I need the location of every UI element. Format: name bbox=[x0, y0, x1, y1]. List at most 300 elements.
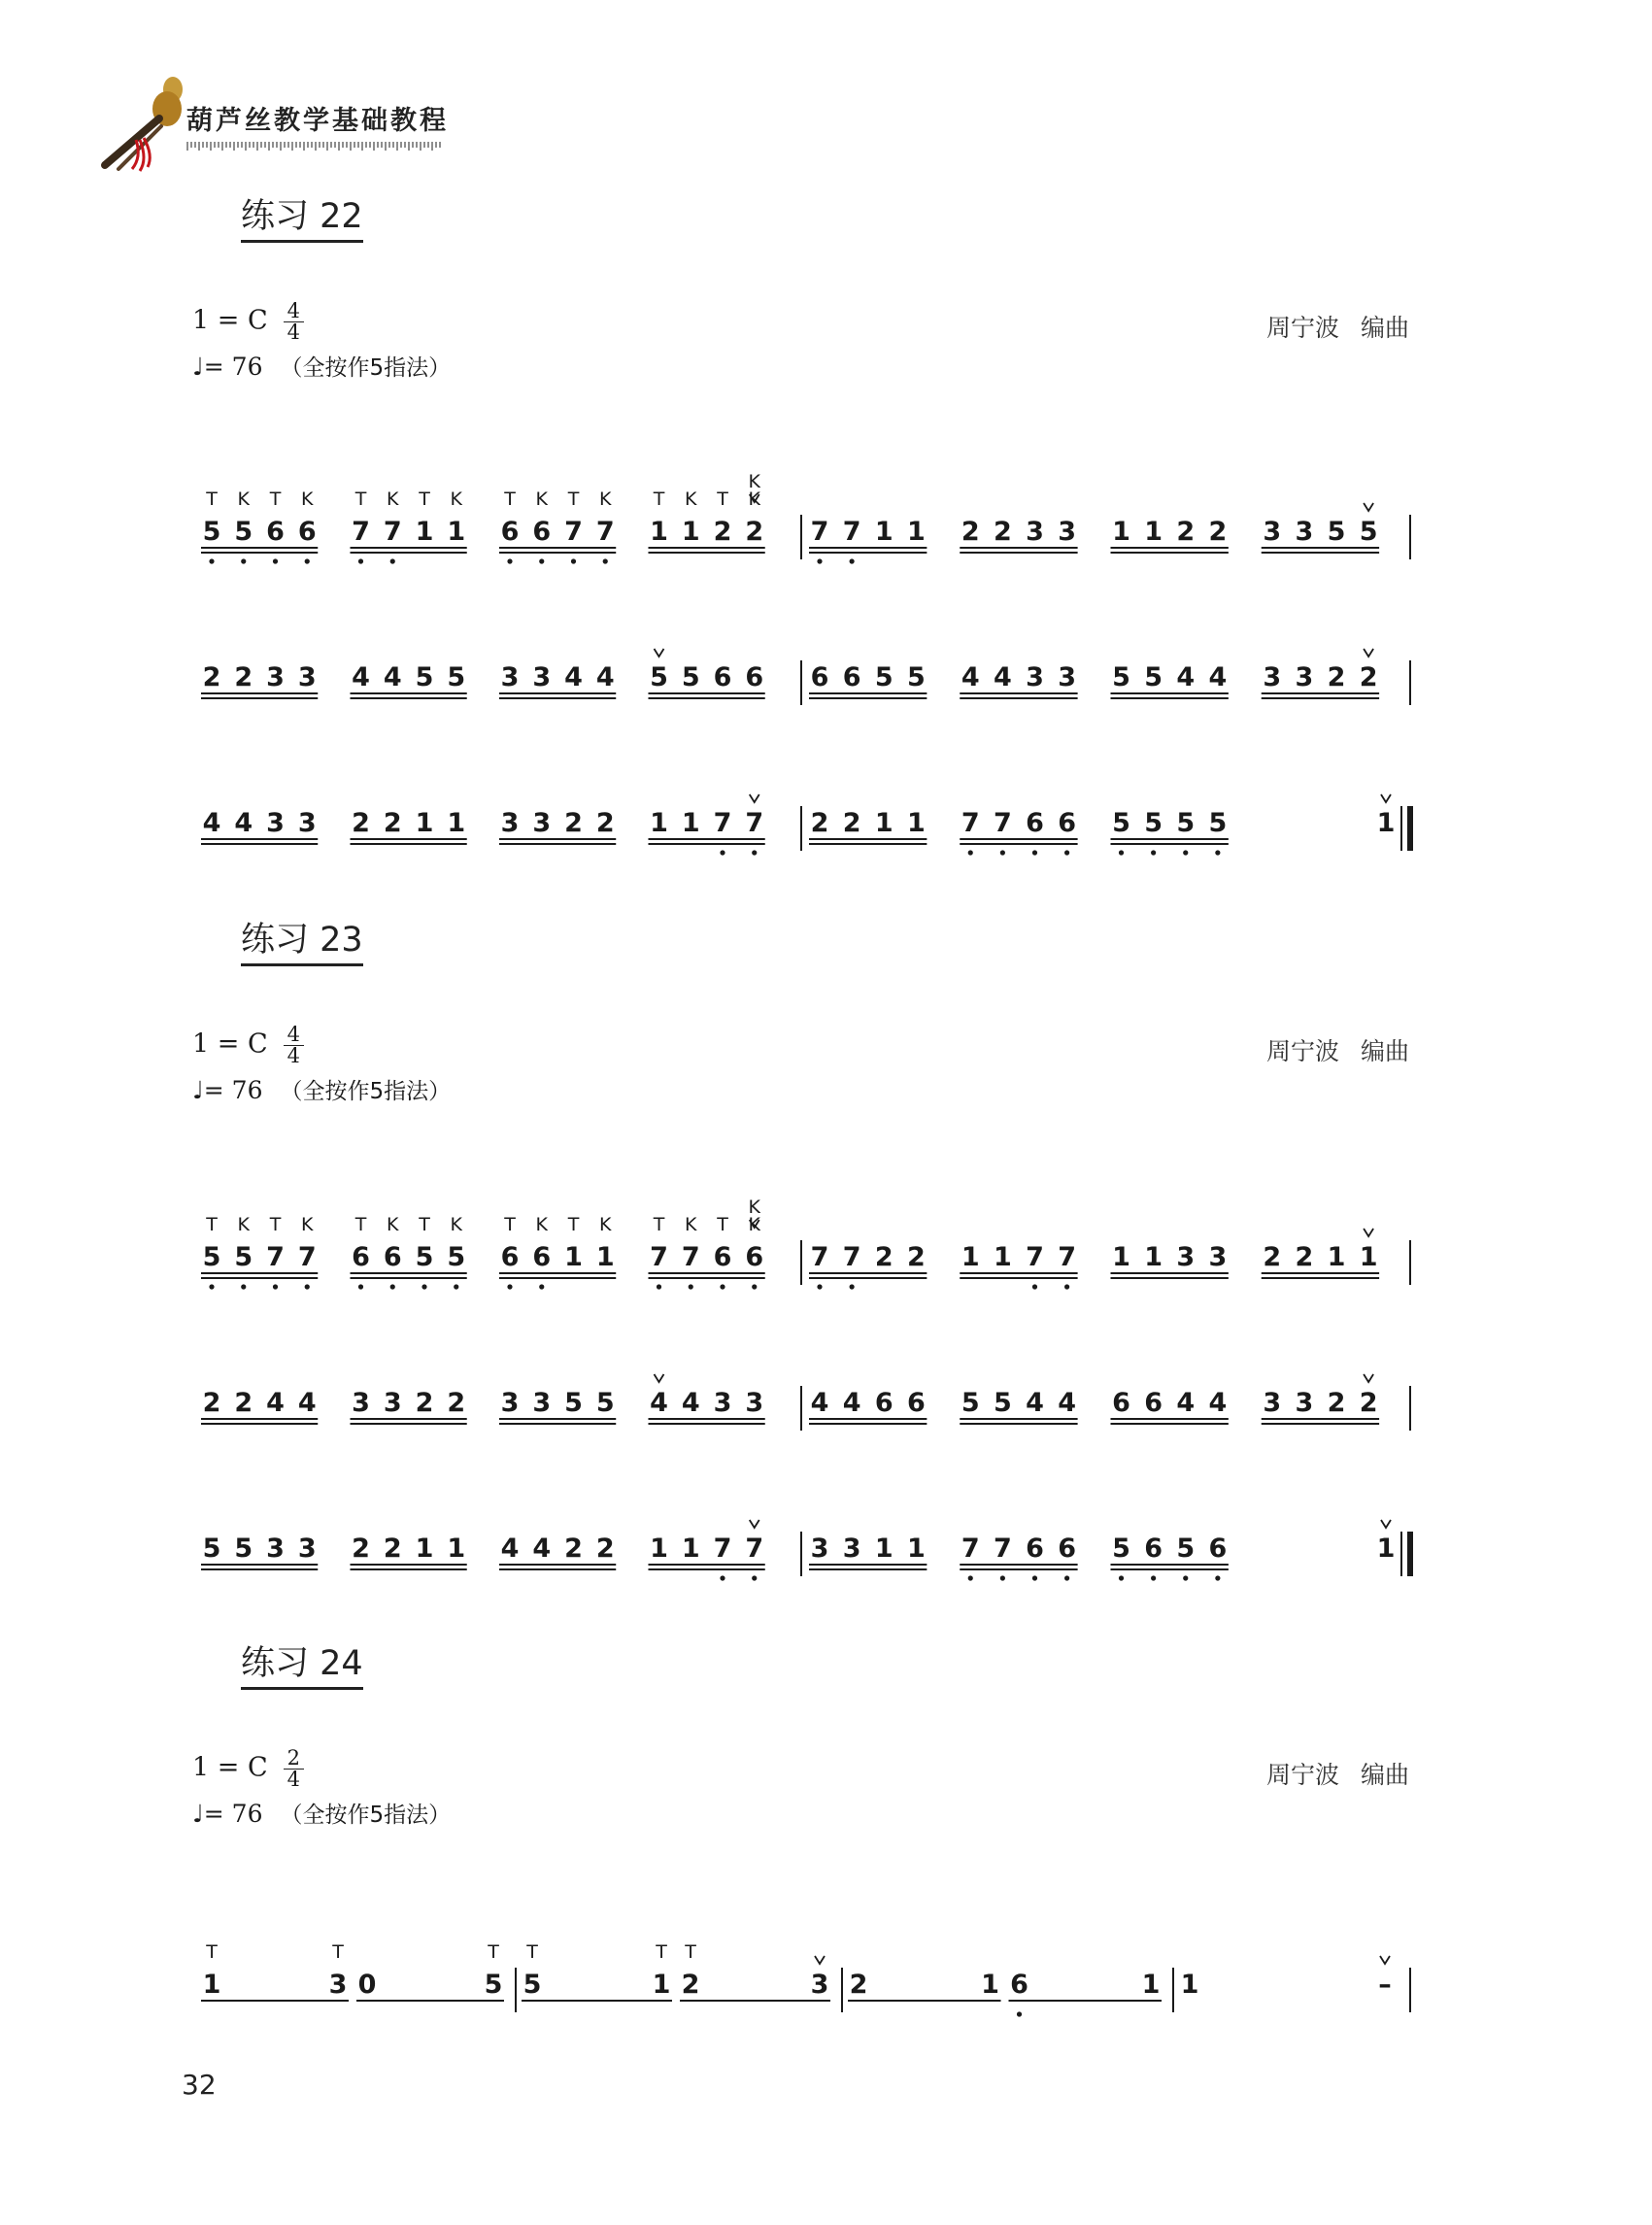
note-3: 3 bbox=[1263, 1388, 1282, 1418]
octave-dot-low bbox=[603, 558, 608, 563]
note-3: 3 bbox=[266, 662, 285, 692]
note-7: 7 bbox=[810, 517, 829, 547]
tongue-mark: K bbox=[599, 1214, 612, 1235]
octave-dot-low bbox=[1064, 850, 1069, 855]
note-6: 6 bbox=[532, 1242, 552, 1272]
note-4: 4 bbox=[1208, 662, 1228, 692]
note-3: 3 bbox=[1058, 517, 1077, 547]
key-signature: 1 = C $\frac{4}{4}$ bbox=[192, 1025, 304, 1066]
note-2: 2 bbox=[745, 517, 764, 547]
note-7: 7 bbox=[352, 517, 370, 547]
octave-dot-low bbox=[1000, 1575, 1005, 1580]
breath-mark bbox=[655, 1374, 664, 1382]
note-2: 2 bbox=[993, 517, 1012, 547]
note-3: 3 bbox=[1295, 1388, 1314, 1418]
note-3: 3 bbox=[1026, 517, 1044, 547]
note-4: 4 bbox=[1176, 662, 1196, 692]
octave-dot-low bbox=[1151, 1575, 1156, 1580]
note-1: 1 bbox=[1180, 1970, 1199, 2000]
note-7: 7 bbox=[810, 1242, 829, 1272]
tongue-mark: T bbox=[717, 1214, 728, 1235]
note-5: 5 bbox=[1176, 808, 1196, 838]
note-7: 7 bbox=[993, 1534, 1012, 1564]
note-5: 5 bbox=[595, 1388, 615, 1418]
tongue-mark: K bbox=[450, 489, 462, 510]
note-7: 7 bbox=[1026, 1242, 1044, 1272]
note-5: 5 bbox=[1359, 517, 1378, 547]
note-2: 2 bbox=[383, 808, 402, 838]
breath-mark bbox=[815, 1956, 825, 1964]
octave-dot-low bbox=[273, 1284, 278, 1289]
octave-dot-low bbox=[1032, 850, 1037, 855]
octave-dot-low bbox=[539, 558, 544, 563]
octave-dot-low bbox=[390, 558, 395, 563]
note-2: 2 bbox=[1359, 1388, 1378, 1418]
note-2: 2 bbox=[961, 517, 980, 547]
note-1: 1 bbox=[650, 517, 668, 547]
note-7: 7 bbox=[266, 1242, 285, 1272]
octave-dot-low bbox=[273, 558, 278, 563]
note-0: 0 bbox=[357, 1970, 377, 2000]
note-3: 3 bbox=[266, 808, 285, 838]
note-2: 2 bbox=[1176, 517, 1196, 547]
octave-dot-low bbox=[752, 850, 757, 855]
note-1: 1 bbox=[415, 1534, 434, 1564]
octave-dot-low bbox=[421, 1284, 426, 1289]
note-1: 1 bbox=[681, 517, 700, 547]
note-4: 4 bbox=[500, 1534, 520, 1564]
octave-dot-low bbox=[968, 850, 973, 855]
note-6: 6 bbox=[297, 517, 317, 547]
note-5: 5 bbox=[564, 1388, 583, 1418]
breath-mark bbox=[750, 794, 759, 802]
note-4: 4 bbox=[681, 1388, 700, 1418]
note-6: 6 bbox=[383, 1242, 402, 1272]
note-4: 4 bbox=[383, 662, 402, 692]
octave-dot-low bbox=[507, 558, 512, 563]
tongue-mark: K bbox=[237, 1214, 250, 1235]
note-3: 3 bbox=[383, 1388, 402, 1418]
breath-mark bbox=[655, 649, 664, 657]
note-3: 3 bbox=[810, 1534, 829, 1564]
note-3: 3 bbox=[810, 1970, 829, 2000]
breath-mark bbox=[1364, 1229, 1373, 1236]
breath-mark bbox=[1381, 794, 1391, 802]
note-1: 1 bbox=[1359, 1242, 1378, 1272]
breath-mark bbox=[1380, 1956, 1390, 1964]
octave-dot-low bbox=[1064, 1284, 1069, 1289]
octave-dot-low bbox=[1119, 1575, 1124, 1580]
tongue-mark: K bbox=[748, 489, 760, 510]
note-4: 4 bbox=[202, 808, 221, 838]
tongue-mark: K bbox=[450, 1214, 462, 1235]
note-1: 1 bbox=[961, 1242, 980, 1272]
octave-dot-low bbox=[241, 1284, 246, 1289]
octave-dot-low bbox=[454, 1284, 458, 1289]
note-1: 1 bbox=[1141, 1970, 1161, 2000]
note-1: 1 bbox=[681, 1534, 700, 1564]
note-5: 5 bbox=[993, 1388, 1012, 1418]
note-7: 7 bbox=[745, 1534, 764, 1564]
note-5: 5 bbox=[234, 1242, 253, 1272]
tongue-mark: K bbox=[685, 1214, 697, 1235]
note-2: 2 bbox=[202, 1388, 221, 1418]
note-4: 4 bbox=[810, 1388, 829, 1418]
octave-dot-low bbox=[1000, 850, 1005, 855]
note-3: 3 bbox=[1026, 662, 1044, 692]
octave-dot-low bbox=[850, 1284, 855, 1289]
composer-credit: 周宁波 编曲 bbox=[1266, 1761, 1409, 1789]
note-2: 2 bbox=[681, 1970, 700, 2000]
octave-dot-low bbox=[1215, 850, 1220, 855]
note-7: 7 bbox=[297, 1242, 317, 1272]
octave-dot-low bbox=[720, 1284, 725, 1289]
note-3: 3 bbox=[352, 1388, 370, 1418]
note-7: 7 bbox=[993, 808, 1012, 838]
octave-dot-low bbox=[209, 1284, 214, 1289]
octave-dot-low bbox=[1032, 1284, 1037, 1289]
note-4: 4 bbox=[1026, 1388, 1044, 1418]
note-4: 4 bbox=[1208, 1388, 1228, 1418]
note-1: 1 bbox=[650, 808, 668, 838]
octave-dot-low bbox=[507, 1284, 512, 1289]
note-3: 3 bbox=[500, 1388, 520, 1418]
note-3: 3 bbox=[1263, 662, 1282, 692]
octave-dot-low bbox=[752, 1575, 757, 1580]
note-6: 6 bbox=[874, 1388, 893, 1418]
tongue-mark: K bbox=[301, 1214, 314, 1235]
octave-dot-low bbox=[1032, 1575, 1037, 1580]
note-3: 3 bbox=[532, 1388, 552, 1418]
note-1: 1 bbox=[447, 517, 466, 547]
tongue-mark: T bbox=[206, 1941, 218, 1963]
tongue-mark: T bbox=[206, 1214, 218, 1235]
note-6: 6 bbox=[352, 1242, 370, 1272]
note-5: 5 bbox=[1208, 808, 1228, 838]
note-1: 1 bbox=[874, 808, 893, 838]
note-5: 5 bbox=[523, 1970, 542, 2000]
note-2: 2 bbox=[352, 808, 370, 838]
note-5: 5 bbox=[1176, 1534, 1196, 1564]
octave-dot-low bbox=[689, 1284, 693, 1289]
octave-dot-low bbox=[539, 1284, 544, 1289]
note-2: 2 bbox=[810, 808, 829, 838]
note-1: 1 bbox=[906, 1534, 926, 1564]
note-1: 1 bbox=[906, 517, 926, 547]
note-4: 4 bbox=[564, 662, 583, 692]
tongue-mark: K bbox=[748, 1214, 760, 1235]
note-3: 3 bbox=[1208, 1242, 1228, 1272]
note-2: 2 bbox=[842, 808, 861, 838]
note-1: 1 bbox=[415, 808, 434, 838]
note-5: 5 bbox=[202, 1242, 221, 1272]
note-5: 5 bbox=[1144, 662, 1163, 692]
note-7: 7 bbox=[1058, 1242, 1077, 1272]
note-7: 7 bbox=[745, 808, 764, 838]
note-6: 6 bbox=[500, 517, 520, 547]
note-1: 1 bbox=[906, 808, 926, 838]
octave-dot-low bbox=[305, 558, 310, 563]
note-3: 3 bbox=[532, 662, 552, 692]
note-6: 6 bbox=[842, 662, 861, 692]
note-3: 3 bbox=[713, 1388, 732, 1418]
octave-dot-low bbox=[968, 1575, 973, 1580]
octave-dot-low bbox=[752, 1284, 757, 1289]
note-6: 6 bbox=[713, 662, 732, 692]
tongue-mark: K bbox=[387, 1214, 399, 1235]
note-4: 4 bbox=[650, 1388, 668, 1418]
note-7: 7 bbox=[383, 517, 402, 547]
note-3: 3 bbox=[500, 808, 520, 838]
note-2: 2 bbox=[1263, 1242, 1282, 1272]
note-1: 1 bbox=[1112, 1242, 1130, 1272]
note-3: 3 bbox=[1295, 517, 1314, 547]
tongue-mark: T bbox=[717, 489, 728, 510]
series-title: 葫芦丝教学基础教程 bbox=[186, 106, 449, 136]
octave-dot-low bbox=[720, 850, 725, 855]
note-1: 1 bbox=[1112, 517, 1130, 547]
tongue-mark: T bbox=[354, 1214, 367, 1235]
tongue-mark: T bbox=[269, 1214, 282, 1235]
note-6: 6 bbox=[745, 662, 764, 692]
note-1: 1 bbox=[415, 517, 434, 547]
note-4: 4 bbox=[234, 808, 253, 838]
note-1: 1 bbox=[874, 517, 893, 547]
note-1: 1 bbox=[652, 1970, 671, 2000]
tongue-mark: K bbox=[387, 489, 399, 510]
time-signature: $\frac{4}{4}$ bbox=[284, 301, 304, 343]
note-1: 1 bbox=[1327, 1242, 1346, 1272]
note-3: 3 bbox=[297, 1534, 317, 1564]
note-5: 5 bbox=[681, 662, 700, 692]
octave-dot-low bbox=[817, 558, 822, 563]
octave-dot-low bbox=[358, 1284, 363, 1289]
note-5: 5 bbox=[961, 1388, 980, 1418]
key-signature: 1 = C $\frac{4}{4}$ bbox=[192, 301, 304, 343]
note-7: 7 bbox=[842, 1242, 861, 1272]
tongue-mark: K bbox=[599, 489, 612, 510]
tongue-mark: T bbox=[354, 489, 367, 510]
tongue-mark: T bbox=[526, 1941, 538, 1963]
tongue-mark: T bbox=[269, 489, 282, 510]
note-6: 6 bbox=[266, 517, 285, 547]
octave-dot-low bbox=[1119, 850, 1124, 855]
tongue-mark: T bbox=[685, 1941, 696, 1963]
tongue-mark: T bbox=[206, 489, 218, 510]
note-7: 7 bbox=[713, 1534, 732, 1564]
note-3: 3 bbox=[1295, 662, 1314, 692]
note-6: 6 bbox=[500, 1242, 520, 1272]
note-3: 3 bbox=[1058, 662, 1077, 692]
note-1: 1 bbox=[981, 1970, 999, 2000]
time-signature: $\frac{4}{4}$ bbox=[284, 1025, 304, 1066]
breath-mark bbox=[1364, 1374, 1373, 1382]
octave-dot-low bbox=[1183, 1575, 1188, 1580]
octave-dot-low bbox=[1215, 1575, 1220, 1580]
note-2: 2 bbox=[595, 1534, 615, 1564]
note-7: 7 bbox=[961, 1534, 980, 1564]
tongue-mark: K bbox=[535, 489, 548, 510]
tongue-mark: K bbox=[685, 489, 697, 510]
note-7: 7 bbox=[961, 808, 980, 838]
tongue-mark: K bbox=[301, 489, 314, 510]
note-1: 1 bbox=[1376, 808, 1396, 838]
octave-dot-low bbox=[850, 558, 855, 563]
note-6: 6 bbox=[1058, 808, 1077, 838]
note-5: 5 bbox=[1112, 1534, 1130, 1564]
tongue-mark: T bbox=[656, 1941, 667, 1963]
note-6: 6 bbox=[1208, 1534, 1228, 1564]
octave-dot-low bbox=[720, 1575, 725, 1580]
note-4: 4 bbox=[1176, 1388, 1196, 1418]
note-1: 1 bbox=[1376, 1534, 1396, 1564]
breath-mark bbox=[1381, 1520, 1391, 1528]
tempo-marking: ♩= 76 （全按作5指法） bbox=[192, 1800, 452, 1828]
note-5: 5 bbox=[234, 1534, 253, 1564]
note-4: 4 bbox=[297, 1388, 317, 1418]
note-2: 2 bbox=[906, 1242, 926, 1272]
note-6: 6 bbox=[1058, 1534, 1077, 1564]
note-2: 2 bbox=[595, 808, 615, 838]
note-2: 2 bbox=[1359, 662, 1378, 692]
note-5: 5 bbox=[874, 662, 893, 692]
note-5: 5 bbox=[447, 1242, 466, 1272]
tongue-mark: K bbox=[535, 1214, 548, 1235]
note-3: 3 bbox=[297, 808, 317, 838]
note-4: 4 bbox=[266, 1388, 285, 1418]
note-2: 2 bbox=[1327, 1388, 1346, 1418]
note-4: 4 bbox=[595, 662, 615, 692]
tongue-mark: K bbox=[237, 489, 250, 510]
note-7: 7 bbox=[564, 517, 583, 547]
note-5: 5 bbox=[202, 1534, 221, 1564]
octave-dot-low bbox=[571, 558, 576, 563]
note-6: 6 bbox=[532, 517, 552, 547]
note-2: 2 bbox=[713, 517, 732, 547]
note-7: 7 bbox=[650, 1242, 668, 1272]
octave-dot-low bbox=[358, 558, 363, 563]
note-2: 2 bbox=[1295, 1242, 1314, 1272]
note-5: 5 bbox=[906, 662, 926, 692]
note-5: 5 bbox=[447, 662, 466, 692]
note-4: 4 bbox=[532, 1534, 552, 1564]
composer-credit: 周宁波 编曲 bbox=[1266, 314, 1409, 342]
note-1: 1 bbox=[447, 1534, 466, 1564]
note-7: 7 bbox=[842, 517, 861, 547]
note-2: 2 bbox=[564, 808, 583, 838]
note-5: 5 bbox=[415, 1242, 434, 1272]
note-1: 1 bbox=[202, 1970, 221, 2000]
tongue-mark: T bbox=[504, 1214, 516, 1235]
note-5: 5 bbox=[650, 662, 668, 692]
note-2: 2 bbox=[1208, 517, 1228, 547]
key-signature: 1 = C $\frac{2}{4}$ bbox=[192, 1748, 304, 1790]
note-2: 2 bbox=[415, 1388, 434, 1418]
breath-mark bbox=[1364, 503, 1373, 511]
note-6: 6 bbox=[1026, 1534, 1044, 1564]
octave-dot-low bbox=[390, 1284, 395, 1289]
note-4: 4 bbox=[961, 662, 980, 692]
tongue-mark: T bbox=[567, 489, 580, 510]
note-3: 3 bbox=[745, 1388, 764, 1418]
note-3: 3 bbox=[842, 1534, 861, 1564]
note-2: 2 bbox=[1327, 662, 1346, 692]
note-7: 7 bbox=[681, 1242, 700, 1272]
tongue-mark: T bbox=[504, 489, 516, 510]
octave-dot-low bbox=[1064, 1575, 1069, 1580]
note-2: 2 bbox=[234, 662, 253, 692]
note-3: 3 bbox=[532, 808, 552, 838]
note-4: 4 bbox=[842, 1388, 861, 1418]
note-5: 5 bbox=[1112, 662, 1130, 692]
note-6: 6 bbox=[1144, 1534, 1163, 1564]
note-4: 4 bbox=[993, 662, 1012, 692]
note-3: 3 bbox=[297, 662, 317, 692]
exercise-title-22: 练习 22 bbox=[241, 189, 363, 243]
note-5: 5 bbox=[234, 517, 253, 547]
note-6: 6 bbox=[713, 1242, 732, 1272]
exercise-title-24: 练习 24 bbox=[241, 1636, 363, 1690]
tongue-mark: T bbox=[653, 489, 665, 510]
tongue-mark: T bbox=[332, 1941, 344, 1963]
tongue-mark: T bbox=[419, 1214, 430, 1235]
note-4: 4 bbox=[352, 662, 370, 692]
octave-dot-low bbox=[1017, 2011, 1022, 2016]
tempo-marking: ♩= 76 （全按作5指法） bbox=[192, 353, 452, 381]
octave-dot-low bbox=[305, 1284, 310, 1289]
note-5: 5 bbox=[202, 517, 221, 547]
note-1: 1 bbox=[650, 1534, 668, 1564]
note-2: 2 bbox=[564, 1534, 583, 1564]
octave-dot-low bbox=[241, 558, 246, 563]
tongue-mark: K bbox=[748, 471, 760, 492]
note-1: 1 bbox=[447, 808, 466, 838]
tongue-mark: T bbox=[488, 1941, 499, 1963]
octave-dot-low bbox=[1183, 850, 1188, 855]
note-5: 5 bbox=[1327, 517, 1346, 547]
composer-credit: 周宁波 编曲 bbox=[1266, 1037, 1409, 1065]
note-5: 5 bbox=[1144, 808, 1163, 838]
note-3: 3 bbox=[328, 1970, 348, 2000]
note-7: 7 bbox=[713, 808, 732, 838]
note-6: 6 bbox=[745, 1242, 764, 1272]
tongue-mark: T bbox=[419, 489, 430, 510]
octave-dot-low bbox=[209, 558, 214, 563]
note-1: 1 bbox=[681, 808, 700, 838]
tempo-marking: ♩= 76 （全按作5指法） bbox=[192, 1076, 452, 1104]
breath-mark bbox=[750, 1520, 759, 1528]
tongue-mark: T bbox=[567, 1214, 580, 1235]
note-–: – bbox=[1378, 1970, 1392, 2000]
note-4: 4 bbox=[1058, 1388, 1077, 1418]
tongue-mark: T bbox=[653, 1214, 665, 1235]
note-1: 1 bbox=[993, 1242, 1012, 1272]
note-1: 1 bbox=[564, 1242, 583, 1272]
note-1: 1 bbox=[595, 1242, 615, 1272]
note-3: 3 bbox=[1176, 1242, 1196, 1272]
note-6: 6 bbox=[810, 662, 829, 692]
note-5: 5 bbox=[1112, 808, 1130, 838]
note-2: 2 bbox=[352, 1534, 370, 1564]
note-2: 2 bbox=[383, 1534, 402, 1564]
note-6: 6 bbox=[1112, 1388, 1130, 1418]
note-3: 3 bbox=[500, 662, 520, 692]
note-3: 3 bbox=[266, 1534, 285, 1564]
note-2: 2 bbox=[874, 1242, 893, 1272]
exercise-title-23: 练习 23 bbox=[241, 913, 363, 966]
note-2: 2 bbox=[234, 1388, 253, 1418]
note-1: 1 bbox=[1144, 517, 1163, 547]
